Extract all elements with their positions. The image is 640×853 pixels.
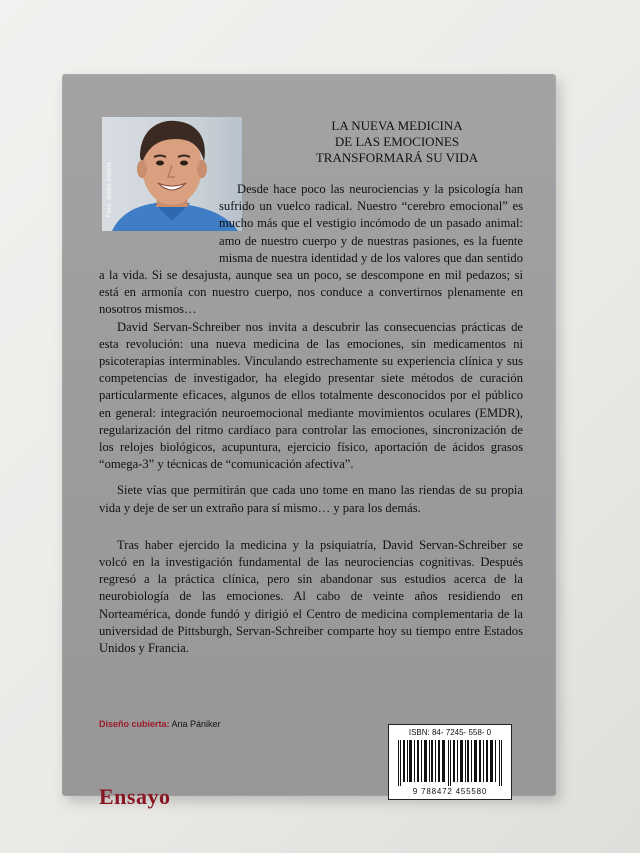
design-name: Ana Pániker bbox=[171, 719, 221, 729]
barcode-panel bbox=[388, 724, 512, 800]
headline-line-2: DE LAS EMOCIONES bbox=[334, 134, 460, 149]
headline-line-1: LA NUEVA MEDICINA bbox=[331, 118, 463, 133]
design-label: Diseño cubierta: bbox=[99, 719, 170, 729]
photo-credit: Foto: Gilles Poltrie bbox=[107, 161, 113, 217]
barcode-number: 9 788472 455580 bbox=[412, 787, 488, 796]
paragraph-2: David Servan-Schreiber nos invita a descubrir las consecuencias prácticas de esta revolución: una nueva medicina de las emociones, sin medicamentos ni psicoterapias interminables. Vinculando estrechamente su experiencia clínica y sus competencias de investigador, ha elegido presentar siete métodos de curación particularmente eficaces, algunos de ellos totalmente desconocidos por el público en general: integración neuroemocional mediante movimientos oculares (EMDR), regularización del ritmo cardíaco para controlar las emociones, sincronización de los relojes biológicos, acupuntura, ejercicio físico, aportación de ácidos grasos “omega-3” y técnicas de “comunicación afectiva”. bbox=[99, 319, 523, 472]
cover-design-credit bbox=[99, 719, 221, 729]
paragraph-3: Siete vías que permitirán que cada uno tome en mano las riendas de su propia vida y deje de ser un extraño para sí mismo… y para los demás. bbox=[99, 483, 523, 515]
headline bbox=[277, 118, 517, 166]
paragraph-1: Desde hace poco las neurociencias y la psicología han sufrido un vuelco radical. Nuestro “cerebro emocional” es mucho más que el vestigio incómodo de un pasado animal: amo de nuestro cuerpo y de nuestras pasiones, es la fuente misma de nuestra identidad y de los valores que dan sentido a la vida. Si se desajusta, aunque sea un poco, se descompone en mil pedazos; si está en armonía con nuestro cuerpo, nos conduce a convertirnos plenamente en nosotros mismos… bbox=[99, 182, 523, 317]
headline-line-3: TRANSFORMARÁ SU VIDA bbox=[315, 150, 479, 165]
blurb-text bbox=[99, 181, 523, 657]
series-logo: Ensayo bbox=[99, 784, 171, 809]
barcode-icon bbox=[398, 740, 502, 786]
book-back-cover bbox=[62, 74, 556, 809]
isbn-text: ISBN: 84- 7245- 558- 0 bbox=[408, 728, 492, 737]
author-bio: Tras haber ejercido la medicina y la psiquiatría, David Servan-Schreiber se volcó en la investigación fundamental de las neurociencias cognitivas. Después regresó a la práctica clínica, pero sin abandonar sus estudios acerca de la neurobiología de las emociones. Al cabo de veinte años residiendo en Norteamérica, donde fundó y dirigió el Centro de medicina complementaria de la universidad de Pittsburgh, Servan-Schreiber comparte hoy su tiempo entre Estados Unidos y Francia. bbox=[99, 537, 523, 656]
photo-spacer bbox=[99, 181, 219, 267]
